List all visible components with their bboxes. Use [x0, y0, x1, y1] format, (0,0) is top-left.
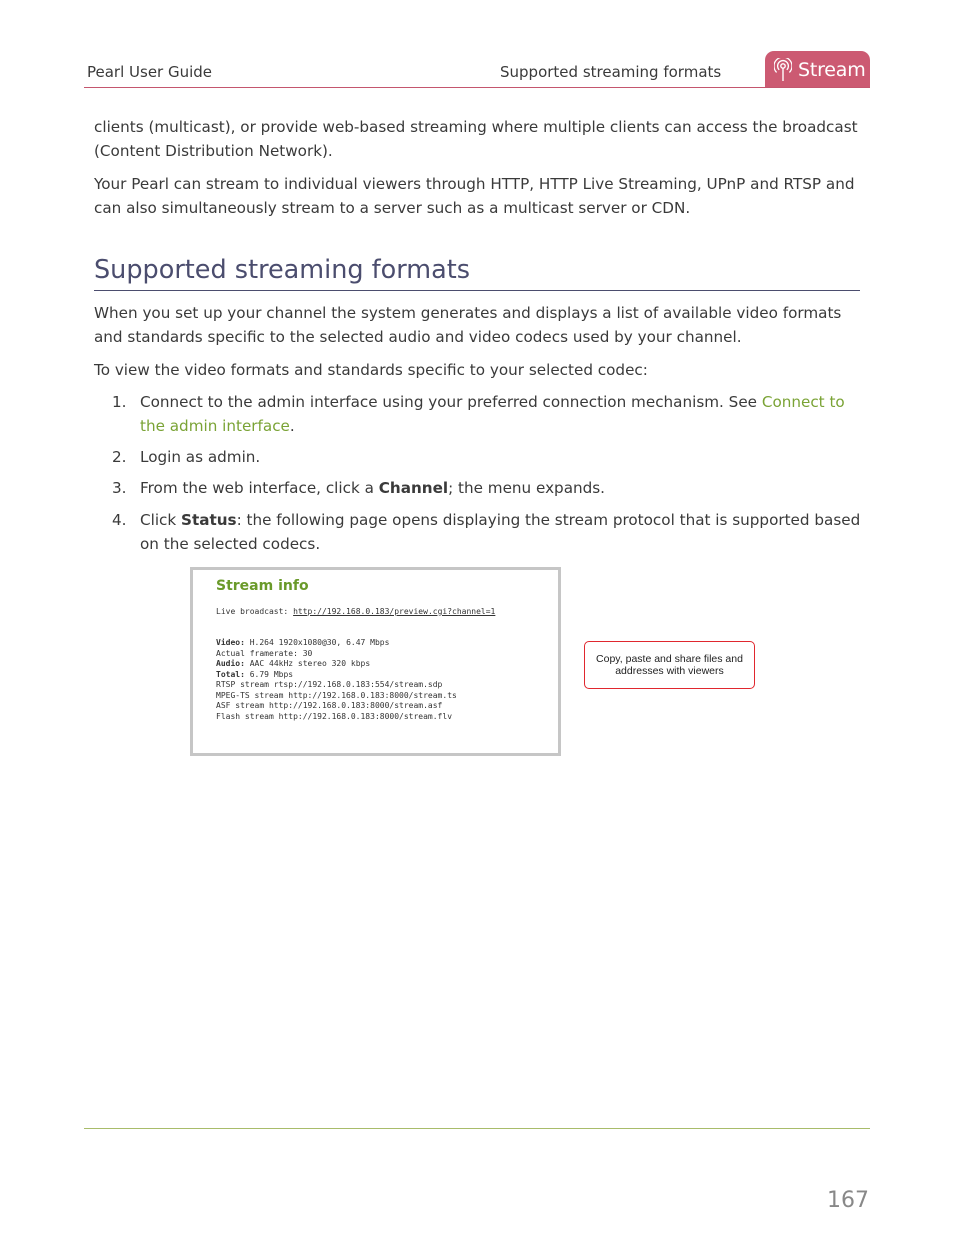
audio-value: AAC 44kHz stereo 320 kbps	[249, 659, 371, 668]
stream-tab-label: Stream	[798, 58, 866, 81]
live-broadcast-line	[216, 607, 495, 618]
intro-paragraph-2: Your Pearl can stream to individual viewers through HTTP, HTTP Live Streaming, UPnP and RTSP and can also simultaneously stream to a server such as a multicast server or CDN.	[94, 175, 855, 217]
step-text	[140, 477, 862, 501]
broadcast-icon	[774, 58, 792, 82]
step-text-after: : the following page opens displaying the stream protocol that is supported based on the selected codecs.	[140, 511, 861, 553]
video-line	[216, 638, 389, 649]
step-text-before: From the web interface, click a	[140, 479, 379, 497]
connect-admin-link[interactable]: Connect to the admin interface	[140, 393, 845, 435]
audio-label: Audio:	[216, 659, 245, 668]
step-number: 1.	[112, 393, 127, 411]
step-text	[140, 391, 862, 438]
header-section-title: Supported streaming formats	[500, 63, 722, 81]
channel-term: Channel	[378, 479, 449, 497]
total-value: 6.79 Mbps	[249, 669, 294, 679]
footer-rule	[84, 1128, 870, 1129]
step-text-after: .	[289, 416, 295, 435]
intro-paragraph-1: clients (multicast), or provide web-based streaming where multiple clients can access the broadcast (Content Distribution Network).	[94, 118, 858, 160]
stream-info-screenshot	[190, 567, 561, 756]
section-paragraph-2: To view the video formats and standards specific to your selected codec:	[94, 361, 648, 379]
total-label: Total:	[216, 669, 245, 679]
step-number: 4.	[112, 511, 127, 529]
video-value: H.264 1920x1080@30, 6.47 Mbps	[249, 638, 390, 647]
stream-info-title: Stream info	[216, 578, 309, 594]
page-number: 167	[827, 1188, 869, 1213]
total-line	[216, 670, 293, 681]
section-rule	[94, 290, 860, 291]
section-heading: Supported streaming formats	[94, 255, 471, 285]
page-header	[84, 50, 870, 88]
step-text-before: Connect to the admin interface using your preferred connection mechanism. See	[140, 393, 762, 411]
live-broadcast-link[interactable]: http://192.168.0.183/preview.cgi?channel=1	[293, 607, 496, 616]
stream-tab	[765, 51, 870, 88]
mpegts-line[interactable]: MPEG-TS stream http://192.168.0.183:8000/stream.ts	[216, 690, 457, 700]
flash-line[interactable]: Flash stream http://192.168.0.183:8000/stream.flv	[216, 711, 453, 721]
step-number: 3.	[112, 479, 127, 497]
rtsp-line[interactable]: RTSP stream rtsp://192.168.0.183:554/stream.sdp	[216, 680, 443, 689]
asf-line[interactable]: ASF stream http://192.168.0.183:8000/stream.asf	[216, 701, 443, 710]
step-number: 2.	[112, 448, 127, 466]
status-term: Status	[181, 511, 237, 529]
step-text-after: ; the menu expands.	[448, 479, 606, 497]
step-text-before: Click	[140, 511, 182, 529]
audio-line	[216, 659, 370, 670]
framerate-line: Actual framerate: 30	[216, 648, 313, 658]
live-broadcast-label: Live broadcast:	[216, 607, 289, 616]
callout-note: Copy, paste and share files and addresses with viewers	[584, 641, 755, 689]
video-label: Video:	[216, 638, 245, 647]
step-text: Login as admin.	[140, 448, 261, 466]
step-text	[140, 509, 862, 556]
guide-title: Pearl User Guide	[87, 63, 213, 81]
section-paragraph-1: When you set up your channel the system generates and displays a list of available video formats and standards specific to the selected audio and video codecs used by your channel.	[94, 304, 842, 346]
header-rule	[84, 87, 870, 88]
